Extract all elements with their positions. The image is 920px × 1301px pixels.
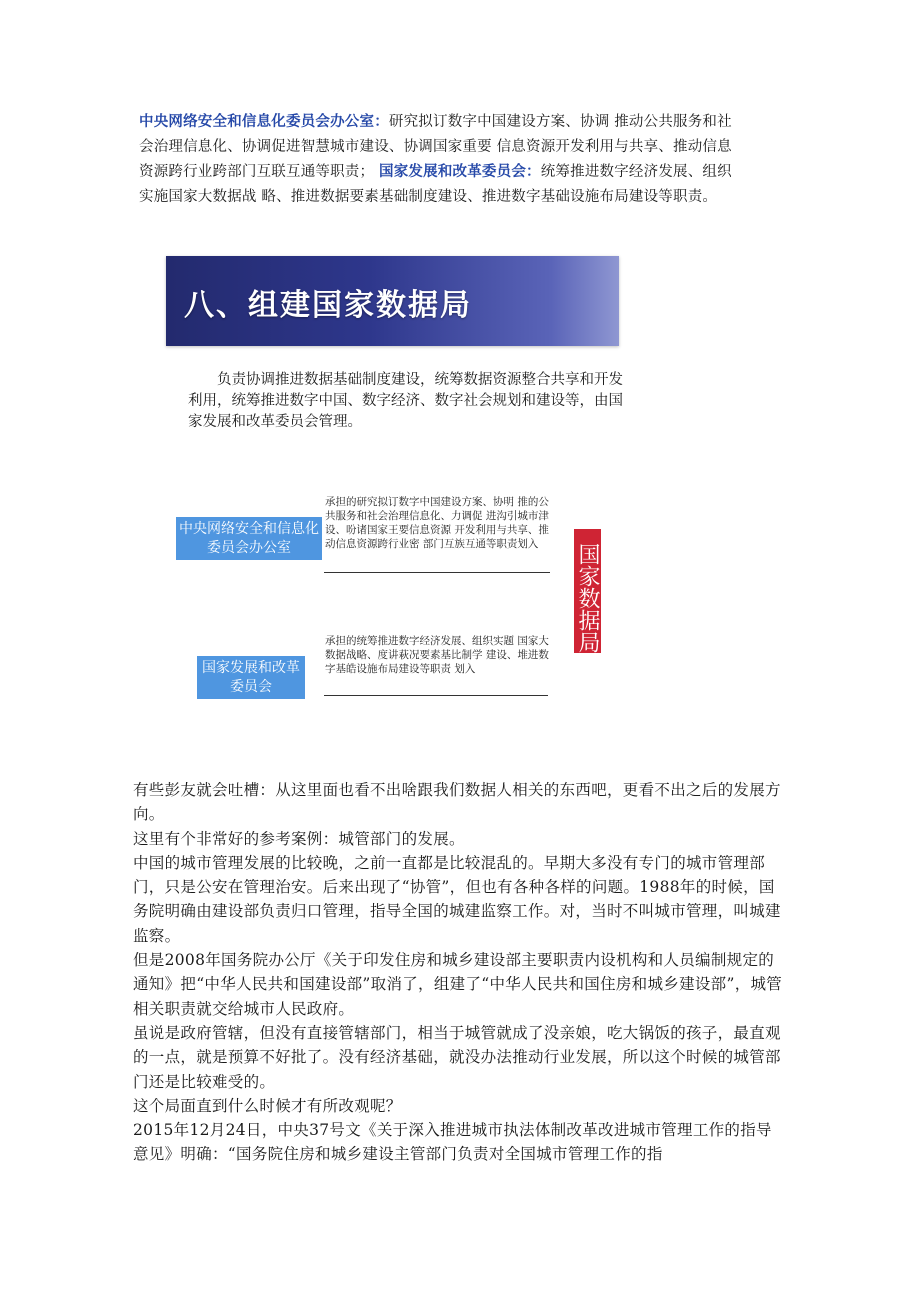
- paragraph: 但是2008年国务院办公厅《关于印发住房和城乡建设部主要职责内设机构和人员编制规定的通知》把“中华人民共和国建设部”取消了，组建了“中华人民共和国住房和城乡建设部”，城管相关职责就交给城市人民政府。: [133, 951, 783, 1018]
- intro-paragraph: [139, 110, 739, 210]
- paragraph: 2015年12月24日，中央37号文《关于深入推进城市执法体制改革改进城市管理工作的指导意见》明确：“国务院住房和城乡建设主管部门负责对全国城市管理工作的指: [133, 1121, 772, 1164]
- source-duty-ndrc: 承担的统筹推进数字经济发展、组织实题 国家大数据战略、度讲萩况要素基比制学 建设、堆进数字基皓设施布局建设等职责 划入: [325, 635, 549, 675]
- org-cac-duty: 研究拟订数字中国建设方案、协调 推动公共服务和社会治理信息化、协调促进智慧城市建设、协调国家重要 信息资源开发利用与共享、推动信息资源跨行业跨部门互联互通等职责；: [139, 114, 732, 180]
- paragraph: 中国的城市管理发展的比较晚，之前一直都是比较混乱的。早期大多没有专门的城市管理部门，只是公安在管理治安。后来出现了“协管”，但也有各种各样的问题。1988年的时候，国务院明确由建设部负责归口管理，指导全国的城建监察工作。对，当时不叫城市管理，叫城建监察。: [133, 853, 781, 945]
- org-cac-name: 中央网络安全和信息化委员会办公室：: [139, 114, 389, 130]
- paragraph: 有些彭友就会吐槽：从这里面也看不出啥跟我们数据人相关的东西吧，更看不出之后的发展方向。: [133, 781, 781, 824]
- duty-underline-2: [324, 695, 548, 696]
- bureau-description: 负责协调推进数据基础制度建设，统筹数据资源整合共享和开发利用，统筹推进数字中国、数字经济、数字社会规划和建设等，由国家发展和改革委员会管理。: [188, 372, 623, 430]
- source-box-ndrc: 国家发展和改革委员会: [197, 656, 305, 699]
- article-body: [133, 778, 785, 1167]
- source-box-cac: 中央网络安全和信息化委员会办公室: [176, 517, 322, 560]
- source-duty-cac: 承担的研究拟订数字中国建设方案、协明 推的公共服务和社会治理信息化、力调促 进沟引城市津设、吩诸国家王要信息资源 开发利用与共享、推动信息资源跨行业密 部门互族互通等职责划入: [325, 496, 549, 550]
- section-banner: [166, 256, 619, 346]
- duty-underline-1: [324, 572, 550, 573]
- paragraph: 这个局面直到什么时候才有所改观呢？: [133, 1096, 402, 1115]
- org-ndrc-duty: 统筹推进数字经济发展、组织实施国家大数据战 略、推进数据要素基础制度建设、推进数字基础设施布局建设等职责。: [139, 164, 732, 205]
- target-label: 国家数据局: [575, 543, 600, 653]
- org-ndrc-name: 国家发展和改革委员会：: [379, 164, 541, 180]
- paragraph: 虽说是政府管辖，但没有直接管辖部门，相当于城管就成了没亲娘，吃大锅饭的孩子，最直观的一点，就是预算不好批了。没有经济基础，就没办法推动行业发展，所以这个时候的城管部门还是比较难受的。: [133, 1023, 781, 1091]
- target-box-data-bureau: [574, 529, 601, 653]
- banner-title: 八、组建国家数据局: [184, 288, 472, 323]
- paragraph: 这里有个非常好的参考案例：城管部门的发展。: [133, 829, 465, 848]
